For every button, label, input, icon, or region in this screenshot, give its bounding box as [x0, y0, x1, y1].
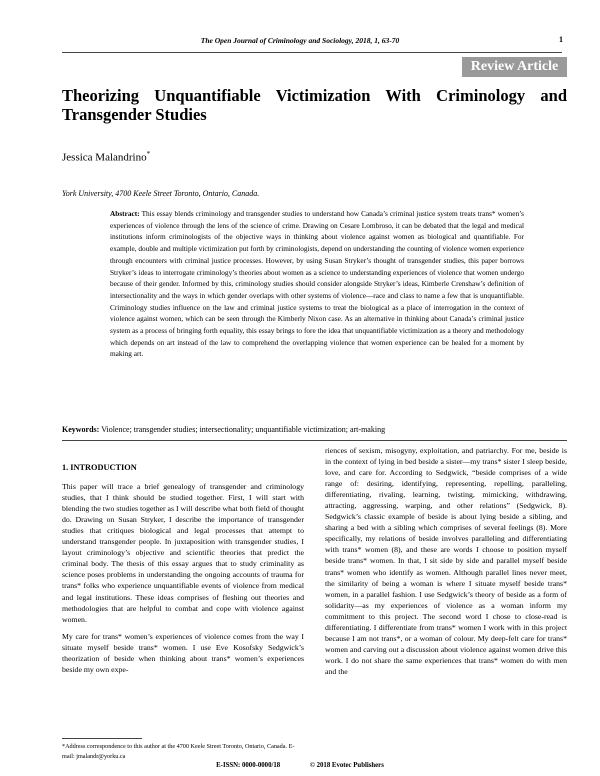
author-footnote-mark: *: [146, 150, 151, 158]
footer-issn: E-ISSN: 0000-0000/18: [216, 762, 281, 769]
article-type-badge: Review Article: [462, 57, 567, 77]
body-column-left: [62, 462, 304, 675]
footnote: *Address correspondence to this author at the 4700 Keele Street Toronto, Ontario, Canada. E-mail: jmalandr@yorku.ca: [62, 743, 295, 760]
paper-title: [62, 86, 567, 124]
footnote-divider: [62, 738, 142, 739]
footer-copyright: © 2018 Evotec Publishers: [309, 762, 384, 769]
abstract-label: Abstract:: [110, 209, 140, 218]
page-number: 1: [559, 35, 563, 44]
affiliation: York University, 4700 Keele Street Toronto, Ontario, Canada.: [62, 189, 260, 198]
keywords: [62, 425, 567, 434]
body-paragraph: riences of sexism, misogyny, exploitation, and patriarchy. For me, beside is in the context of lying in bed beside a sister—my trans* sister I sleep beside, love, and care for. According to Sedgwick, “beside comprises of a wide range of: desiring, identifying, representing, repelling, paralleling, differentiating, rivaling, learning, twisting, mimicking, withdrawing, attracting, aggressing, warping, and other relations” (Sedgwick, 8). Sedgwick’s classic example of beside is about lying beside a sibling, and sharing a bed with a sibling which comprises of several feelings (8). More specifically, my relations of beside involves paralleling and differentiating with trans* women (8), and these are words I choose to position myself beside trans* women. In that, I sit side by side and parallel myself beside trans* women who identify as women. Although parallel lines never meet, the similarity of being a woman is where I situate myself beside trans* women, in a parallel fashion. I use Sedgwick’s theory of beside as a form of solidarity—as my experiences of violence as a woman inform my commitment to this project. The second word I chose to close-read is differentiating. I differentiate from trans* women I work with in this project because I am not trans*, or a woman of colour. My deep-felt care for trans* women and carving out a discussion about violence against women drive this work. I do not share the same experiences that trans* women do with men and the: [325, 446, 567, 676]
title-line-2: Transgender Studies: [62, 105, 207, 124]
journal-header: The Open Journal of Criminology and Sociology, 2018, 1, 63-70: [200, 36, 400, 45]
body-paragraph: My care for trans* women’s experiences of violence comes from the way I situate myself beside trans* women. I use Eve Kosofsky Sedgwick’s theorization of beside when thinking about trans* women’s experiences beside my own expe-: [62, 631, 304, 674]
section-heading: 1. INTRODUCTION: [62, 463, 137, 472]
body-paragraph: This paper will trace a brief genealogy of transgender and criminology studies, that I think should be studied together. First, I will start with blending the two studies together as I will describe what both field of thought do. Drawing on Susan Stryker, I describe the importance of transgender studies that critiques biological and legal processes that attempt to understand transgender people. In juxtaposition with transgender studies, I layout criminology’s objective and scientific theories that predict the criminal body. The thesis of this essay argues that to study criminality as science poses problems in understanding the ongoing accounts of trauma for trans* folks who experience unquantifiable events of violence from medical and legal institutions. These ideas comprises of fleshing out theories and methodologies that are helpful to combat and cope with violence against women.: [62, 482, 304, 624]
keywords-text: Violence; transgender studies; intersectionality; unquantifiable victimization; art-making: [101, 425, 386, 434]
abstract-text: This essay blends criminology and transgender studies to understand how Canada’s criminal justice system treats trans* women’s experiences of violence through the lens of the science of crime. Drawing on Cesare Lombroso, it can be debated that the legal and medical institutions inform criminologists of the objective ways in thinking about violence against women as biological and quantifiable. For example, double and multiple victimization put forth by criminologists, depend on understanding the counting of violence women experience through encounters with criminal justice processes. However, by using Susan Stryker’s thought of transgender studies, this paper borrows Stryker’s ideas to interrogate criminology’s theories about women as a science to understanding experiences of violence that women undergo because of their gender. Informed by this, criminology studies should consider alongside Stryker’s ideas, Kimberle Crenshaw’s definition of intersectionality and the ways in which gender overlaps with other systems of violence—race and class to name a few that is unquantifiable. Criminology studies influence on the law and criminal justice systems to treat the biological as a place of interrogation in the context of violence against women, which can be seen through the Kimberly Nixon case. As an alternative in thinking about Canada’s criminal justice system as a process of bringing forth equality, this essay brings to fore the idea that unquantifiable victimization as a theory and methodology which depends on art instead of the law to comprehend the overlapping violence that women experience can be healed for a moment by making art.: [110, 209, 524, 359]
keywords-label: Keywords:: [62, 425, 100, 434]
page-footer: [0, 762, 600, 769]
author-name: Jessica Malandrino: [62, 151, 147, 164]
title-line-1: Theorizing Unquantifiable Victimization With Criminology and: [62, 86, 567, 105]
abstract: [110, 208, 524, 360]
header-divider: [62, 52, 562, 53]
body-column-right: [325, 445, 567, 677]
author: [62, 150, 150, 164]
keywords-divider: [62, 440, 567, 441]
